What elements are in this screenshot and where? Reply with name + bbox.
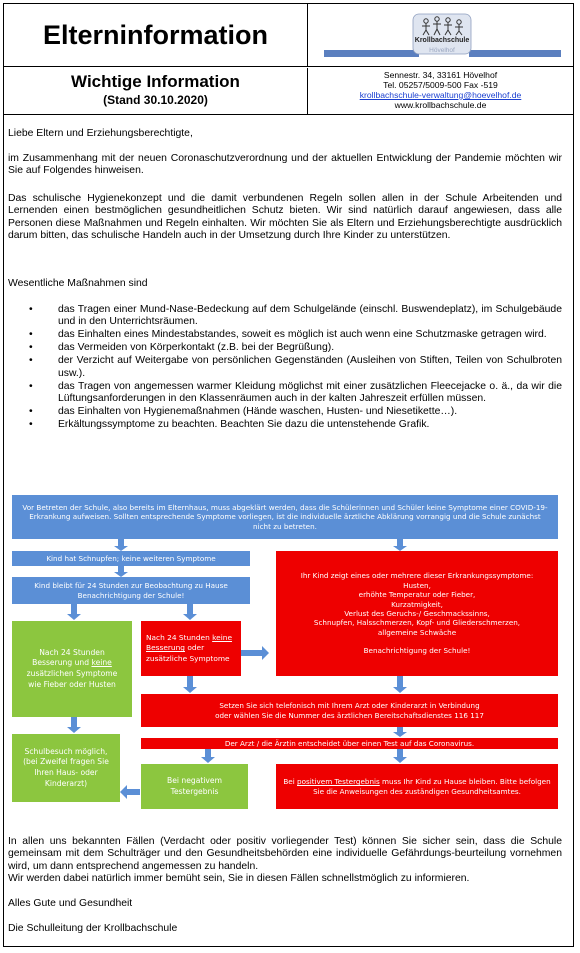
list-item: • das Tragen von angemessen warmer Kleidung möglichst mit einer zusätzlichen Fleecejacke o. ä., da wir die Lüftungsanforderungen in den Klassenräumen auch in der kalten Jahreszeit erfüllen müssen. bbox=[29, 380, 562, 405]
school-allowed-box: Schulbesuch möglich, (bei Zweifel fragen Sie Ihren Haus- oder Kinderarzt) bbox=[12, 734, 120, 802]
list-item: • das Einhalten von Hygienemaßnahmen (Hände waschen, Husten- und Niesetikette…). bbox=[29, 406, 458, 418]
symptom-flowchart bbox=[10, 493, 560, 833]
positive-test-box: Bei positivem Testergebnis muss Ihr Kind zu Hause bleiben. Bitte befolgen Sie die Anweisungen des zuständigen Gesundheitsamtes. bbox=[276, 764, 558, 809]
measures-list bbox=[8, 304, 562, 432]
school-logo bbox=[309, 4, 572, 66]
list-item: • das Einhalten eines Mindestabstandes, soweit es möglich ist auch wenn eine Schutzmaske getragen wird. bbox=[29, 329, 547, 341]
test-decision-box: Der Arzt / die Ärztin entscheidet über einen Test auf das Coronavirus. bbox=[141, 738, 558, 749]
measures-heading: Wesentliche Maßnahmen sind bbox=[8, 278, 148, 289]
signature: Die Schulleitung der Krollbachschule bbox=[8, 923, 178, 934]
paragraph-intro: im Zusammenhang mit der neuen Coronaschutzverordnung und der aktuellen Entwicklung der Pandemie möchten wir Sie auf Folgendes hinweisen. bbox=[8, 153, 562, 177]
contact-doctor-box: Setzen Sie sich telefonisch mit Ihrem Arzt oder Kinderarzt in Verbindung oder wählen Sie die Nummer des ärztlichen Bereitschaftsdienstes 116 117 bbox=[141, 694, 558, 727]
website: www.krollbachschule.de bbox=[394, 100, 487, 110]
email-link[interactable]: krollbachschule-verwaltung@hoevelhof.de bbox=[359, 90, 522, 100]
list-item: • der Verzicht auf Weitergabe von persönlichen Gegenständen (Ausleihen von Stiften, Teilen von Schulbroten usw.). bbox=[29, 355, 562, 379]
subtitle: Wichtige Information bbox=[71, 72, 240, 91]
negative-test-box: Bei negativem Testergebnis bbox=[141, 764, 248, 809]
contact-cell bbox=[309, 68, 572, 116]
list-item: • das Vermeiden von Körperkontakt (z.B. bei der Begrüßung). bbox=[29, 342, 335, 354]
no-improvement-box: Nach 24 Stunden keine Besserung oder zusätzliche Symptome bbox=[141, 621, 241, 676]
symptoms-box: Ihr Kind zeigt eines oder mehrere dieser Erkrankungssymptome: Husten, erhöhte Temperatur oder Fieber, Kurzatmigkeit, Verlust des Geruchs-/ Geschmackssinns, Schnupfen, Halsschmerzen, Kopf- und Gliederschmerzen, allgemeine Schwäche Benachrichtigung der Schule! bbox=[276, 551, 558, 676]
address: Sennestr. 34, 33161 Hövelhof bbox=[383, 70, 498, 80]
greeting: Liebe Eltern und Erziehungsberechtigte, bbox=[8, 128, 193, 139]
logo-figures-icon bbox=[309, 4, 572, 66]
list-item: • Erkältungssymptome zu beachten. Beachten Sie dazu die untenstehende Grafik. bbox=[29, 419, 430, 431]
list-item: • das Tragen einer Mund-Nase-Bedeckung auf dem Schulgelände (einschl. Buswendeplatz), im Schulgebäude und in den Unterrichtsräumen. bbox=[29, 304, 562, 328]
improvement-box: Nach 24 Stunden Besserung und keine zusätzlichen Symptome wie Fieber oder Husten bbox=[12, 621, 132, 717]
paragraph-hygiene: Das schulische Hygienekonzept und die damit verbundenen Regeln sollen allen in der Schule Arbeitenden und Lernenden einen bestmöglichen gesundheitlichen Schutz bieten. Wir sind natürlich darauf angewiesen, dass alle Personen diese Maßnahmen und Regeln einhalten. Wir möchten Sie als Eltern und Erziehungsberechtigte ausdrücklich darum bitten, das schulische Handeln auch in der Umsetzung durch Ihre Kinder zu unterstützen. bbox=[8, 193, 562, 242]
header-info-row bbox=[4, 68, 573, 115]
closing-paragraph-2: Wir werden dabei natürlich immer bemüht sein, Sie in diesen Fällen schnellstmöglich zu informieren. bbox=[8, 873, 470, 884]
logo-school-name: Krollbachschule bbox=[414, 37, 470, 44]
logo-town-name: Hövelhof bbox=[429, 47, 455, 54]
phone: Tel. 05257/5009-500 Fax -519 bbox=[383, 80, 498, 90]
header-top-row bbox=[4, 4, 573, 67]
date-label: (Stand 30.10.2020) bbox=[103, 93, 208, 107]
document-title: Elterninformation bbox=[42, 19, 268, 50]
stay-home-box: Kind bleibt für 24 Stunden zur Beobachtung zu Hause Benachrichtigung der Schule! bbox=[12, 577, 250, 604]
regards: Alles Gute und Gesundheit bbox=[8, 898, 133, 909]
cold-only-box: Kind hat Schnupfen; keine weiteren Symptome bbox=[12, 551, 250, 566]
precheck-box: Vor Betreten der Schule, also bereits im Elternhaus, muss abgeklärt werden, dass die Schülerinnen und Schüler keine Symptome einer COVID-19-Erkrankung aufweisen. Sollten entsprechende Symptome vorliegen, ist die individuelle ärztliche Abklärung vorrangig und die Schule zunächst nicht zu betreten. bbox=[12, 495, 558, 539]
subtitle-cell bbox=[4, 68, 308, 114]
title-cell bbox=[4, 4, 308, 66]
closing-paragraph: In allen uns bekannten Fällen (Verdacht oder positiv vorliegender Test) können Sie sicher sein, dass die Schule gemeinsam mit dem Schulträger und den Gesundheitsbehörden eine individuelle Gefährdungs-beurteilung vornehmen wird, um dann entsprechend angemessen zu handeln. bbox=[8, 836, 562, 872]
